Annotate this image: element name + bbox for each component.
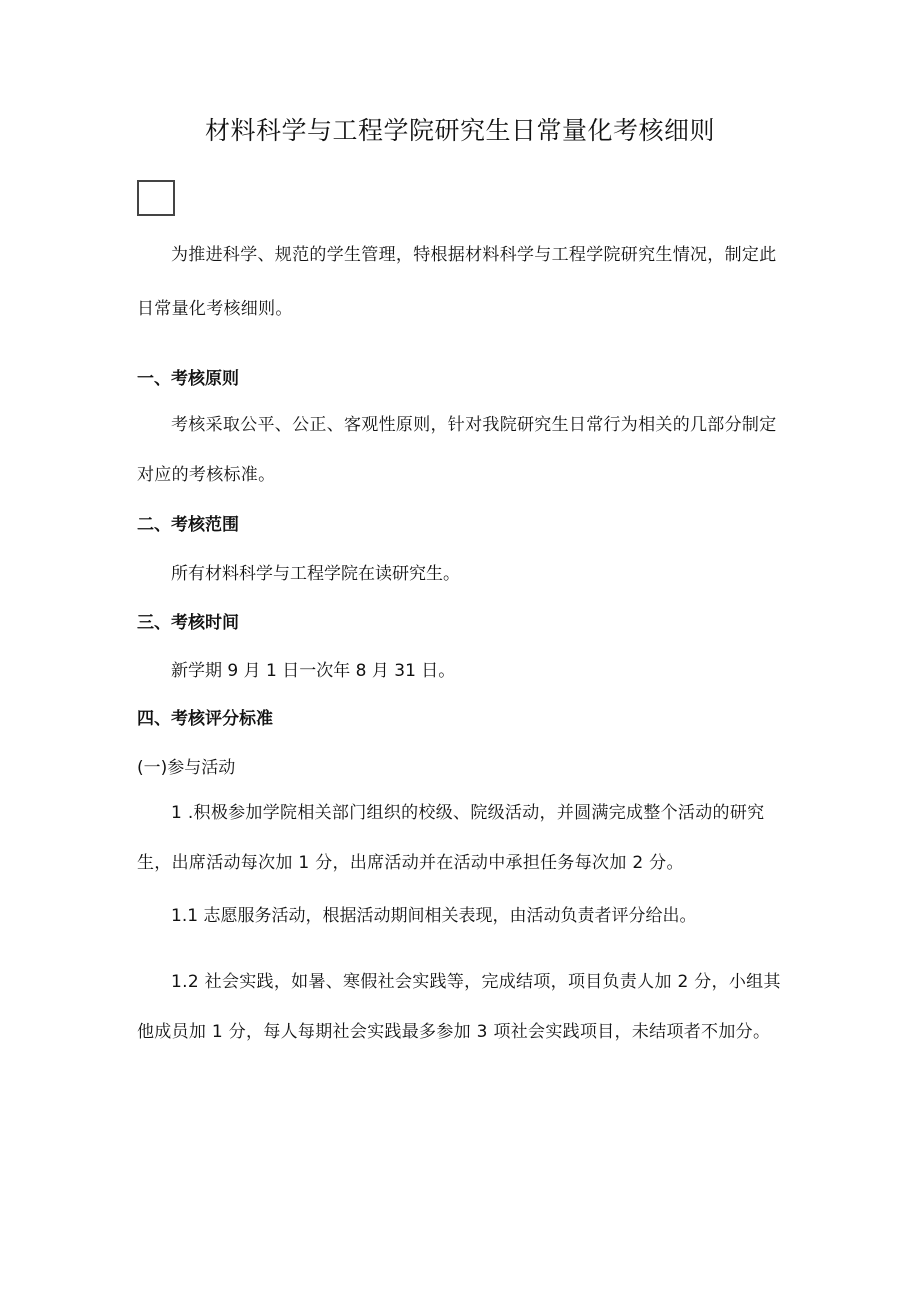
criteria-item: 1.2 社会实践，如暑、寒假社会实践等，完成结项，项目负责人加 2 分，小组其他成员加 1 分，每人每期社会实践最多参加 3 项社会实践项目，未结项者不加分。 [137, 972, 781, 1042]
criteria-item: 1.1 志愿服务活动，根据活动期间相关表现，由活动负责者评分给出。 [171, 906, 697, 926]
section-body-time: 新学期 9 月 1 日一次年 8 月 31 日。 [171, 661, 456, 681]
document-title: 材料科学与工程学院研究生日常量化考核细则 [204, 116, 715, 145]
section-heading-criteria: 四、考核评分标准 [137, 709, 273, 729]
section-heading-scope: 二、考核范围 [137, 515, 239, 535]
section-heading-principles: 一、考核原则 [137, 369, 239, 389]
intro-paragraph: 为推进科学、规范的学生管理，特根据材料科学与工程学院研究生情况，制定此日常量化考核细则。 [137, 245, 777, 319]
criteria-item: 1 .积极参加学院相关部门组织的校级、院级活动，并圆满完成整个活动的研究生，出席活动每次加 1 分，出席活动并在活动中承担任务每次加 2 分。 [137, 803, 765, 873]
section-heading-time: 三、考核时间 [137, 613, 239, 633]
section-body-principles: 考核采取公平、公正、客观性原则，针对我院研究生日常行为相关的几部分制定对应的考核标准。 [137, 415, 777, 485]
subsection-heading-activities: (一)参与活动 [137, 758, 236, 778]
section-body-scope: 所有材料科学与工程学院在读研究生。 [171, 564, 460, 584]
checkbox-icon[interactable] [137, 180, 175, 216]
